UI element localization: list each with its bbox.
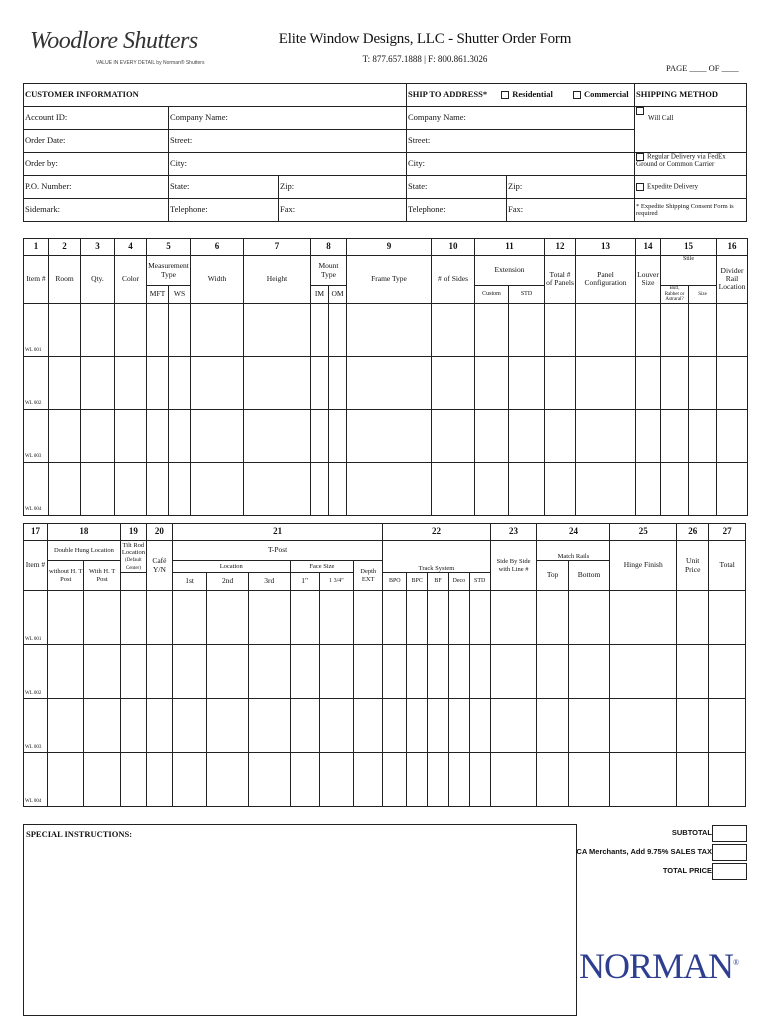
- subtotal-label: SUBTOTAL: [671, 828, 712, 837]
- order-by-field[interactable]: Order by:: [24, 153, 169, 176]
- row-label: WL 004: [24, 753, 48, 807]
- sales-tax-field[interactable]: [712, 844, 747, 861]
- col-num: 26: [677, 524, 709, 541]
- expedite-option[interactable]: Expedite Delivery: [635, 176, 747, 199]
- num-sides-header: # of Sides: [432, 256, 475, 304]
- commercial-checkbox[interactable]: [573, 91, 581, 99]
- row-label: WL 003: [24, 409, 49, 462]
- total-panels-header: Total # of Panels: [545, 256, 576, 304]
- tilt-rod-blank: [120, 573, 146, 591]
- col-num: 27: [709, 524, 746, 541]
- col-num: 16: [717, 239, 748, 256]
- louver-size-header: Louver Size: [636, 256, 661, 304]
- item-header-2: Item #: [24, 541, 48, 591]
- order-date-field[interactable]: Order Date:: [24, 130, 169, 153]
- ship-street-field[interactable]: Street:: [407, 130, 635, 153]
- room-header: Room: [49, 256, 81, 304]
- table-row[interactable]: [24, 303, 748, 356]
- table-row[interactable]: [24, 409, 748, 462]
- fax-field[interactable]: Fax:: [279, 199, 407, 222]
- hinge-finish-header: Hinge Finish: [610, 541, 677, 591]
- customer-info-title: CUSTOMER INFORMATION: [24, 84, 407, 107]
- col-num: 7: [244, 239, 311, 256]
- table-row[interactable]: [24, 645, 746, 699]
- will-call-option[interactable]: Will Call: [635, 107, 747, 153]
- stile-size-header: Size: [689, 286, 717, 304]
- color-header: Color: [115, 256, 147, 304]
- col-num: 1: [24, 239, 49, 256]
- location-header: Location: [172, 561, 290, 573]
- ship-zip-field[interactable]: Zip:: [507, 176, 635, 199]
- col-num: 13: [576, 239, 636, 256]
- measurement-type-header: Measurement Type: [147, 256, 191, 286]
- col-num: 20: [146, 524, 172, 541]
- regular-delivery-option[interactable]: Regular Delivery via FedEx Ground or Common Carrier: [635, 153, 747, 176]
- row-label: WL 002: [24, 645, 48, 699]
- col-num: 6: [191, 239, 244, 256]
- telephone-field[interactable]: Telephone:: [169, 199, 279, 222]
- col-num: 11: [475, 239, 545, 256]
- row-label: WL 001: [24, 591, 48, 645]
- third-header: 3rd: [248, 573, 290, 591]
- page-number: PAGE ____ OF ____: [666, 63, 739, 73]
- row-label: WL 003: [24, 699, 48, 753]
- qty-header: Qty.: [81, 256, 115, 304]
- table-row[interactable]: [24, 356, 748, 409]
- po-number-field[interactable]: P.O. Number:: [24, 176, 169, 199]
- total-price-field[interactable]: [712, 863, 747, 880]
- one-inch-header: 1": [290, 573, 319, 591]
- track-system-header: Track System: [383, 541, 490, 573]
- deco-header: Deco: [448, 573, 469, 591]
- cafe-header: Café Y/N: [146, 541, 172, 591]
- row-label: WL 001: [24, 303, 49, 356]
- col-num: 3: [81, 239, 115, 256]
- contact-info: T: 877.657.1888 | F: 800.861.3026: [362, 54, 488, 64]
- ship-fax-field[interactable]: Fax:: [507, 199, 635, 222]
- depth-ext-header: Depth EXT: [354, 561, 383, 591]
- residential-checkbox[interactable]: [501, 91, 509, 99]
- registered-mark: ®: [733, 958, 739, 967]
- width-header: Width: [191, 256, 244, 304]
- custom-header: Custom: [475, 286, 509, 304]
- match-rails-header: Match Rails: [537, 541, 610, 561]
- special-instructions-box[interactable]: [23, 824, 577, 1016]
- total-header: Total: [709, 541, 746, 591]
- norman-logo: [579, 945, 738, 987]
- im-header: IM: [311, 286, 329, 304]
- expedite-note: * Expedite Shipping Consent Form is required: [635, 199, 747, 222]
- street-field[interactable]: Street:: [169, 130, 407, 153]
- column-numbers-row-1: [24, 239, 748, 256]
- one-three-four-header: 1 3/4": [319, 573, 353, 591]
- col-num: 4: [115, 239, 147, 256]
- extension-header: Extension: [475, 256, 545, 286]
- col-num: 10: [432, 239, 475, 256]
- second-header: 2nd: [207, 573, 249, 591]
- table-row[interactable]: [24, 699, 746, 753]
- mount-type-header: Mount Type: [311, 256, 347, 286]
- match-top-header: Top: [537, 561, 568, 591]
- stile-header: Stile: [661, 256, 717, 286]
- ship-state-field[interactable]: State:: [407, 176, 507, 199]
- col-num: 2: [49, 239, 81, 256]
- account-id-field[interactable]: Account ID:: [24, 107, 169, 130]
- with-h-header: With H. T Post: [84, 561, 120, 591]
- bf-header: BF: [428, 573, 449, 591]
- std-header: STD: [509, 286, 545, 304]
- col-num: 8: [311, 239, 347, 256]
- col-num: 18: [47, 524, 120, 541]
- first-header: 1st: [172, 573, 206, 591]
- tilt-rod-header: Tilt Rod Location (Default Center): [121, 541, 145, 571]
- without-h-header: without H. T Post: [47, 561, 83, 591]
- special-instructions-label: SPECIAL INSTRUCTIONS:: [26, 829, 133, 839]
- t-post-header: T-Post: [172, 541, 382, 561]
- side-by-side-header: Side By Side with Line #: [490, 541, 537, 591]
- col-num: 23: [490, 524, 537, 541]
- table-row[interactable]: [24, 591, 746, 645]
- height-header: Height: [244, 256, 311, 304]
- form-title: Elite Window Designs, LLC - Shutter Order Form: [278, 31, 572, 47]
- norman-logo-text: NORMAN: [579, 946, 734, 986]
- expedite-checkbox[interactable]: [636, 183, 644, 191]
- bpo-header: BPO: [383, 573, 407, 591]
- double-hung-header: Double Hung Location: [47, 541, 120, 561]
- customer-info-table: [23, 83, 747, 222]
- total-price-label: TOTAL PRICE: [662, 866, 712, 875]
- woodlore-logo: Woodlore Shutters: [30, 28, 198, 54]
- ship-company-name-field[interactable]: Company Name:: [407, 107, 635, 130]
- table-row[interactable]: [24, 462, 748, 515]
- ship-telephone-field[interactable]: Telephone:: [407, 199, 507, 222]
- column-numbers-row-2: [24, 524, 746, 541]
- col-num: 15: [661, 239, 717, 256]
- col-num: 5: [147, 239, 191, 256]
- unit-price-header: Unit Price: [677, 541, 709, 591]
- col-num: 25: [610, 524, 677, 541]
- row-label: WL 004: [24, 462, 49, 515]
- item-header: Item #: [24, 256, 49, 304]
- ws-header: WS: [169, 286, 191, 304]
- order-table-1: [23, 238, 748, 516]
- col-num: 21: [172, 524, 382, 541]
- brand-tagline: VALUE IN EVERY DETAIL by Norman® Shutters: [96, 60, 205, 66]
- divider-header: Divider Rail Location: [717, 256, 748, 304]
- frame-type-header: Frame Type: [347, 256, 432, 304]
- city-field[interactable]: City:: [169, 153, 407, 176]
- mft-header: MFT: [147, 286, 169, 304]
- panel-config-header: Panel Configuration: [576, 256, 636, 304]
- sales-tax-label: CA Merchants, Add 9.75% SALES TAX: [576, 847, 712, 856]
- shipping-method-title: SHIPPING METHOD: [635, 84, 747, 107]
- col-num: 22: [383, 524, 490, 541]
- om-header: OM: [329, 286, 347, 304]
- ship-to-header: SHIP TO ADDRESS* Residential Commercial: [407, 84, 635, 107]
- col-num: 24: [537, 524, 610, 541]
- track-std-header: STD: [469, 573, 490, 591]
- col-num: 12: [545, 239, 576, 256]
- order-table-2: [23, 523, 746, 807]
- match-bottom-header: Bottom: [568, 561, 610, 591]
- ship-city-field[interactable]: City:: [407, 153, 635, 176]
- face-size-header: Face Size: [290, 561, 354, 573]
- zip-field[interactable]: Zip:: [279, 176, 407, 199]
- row-label: WL 002: [24, 356, 49, 409]
- col-num: 17: [24, 524, 48, 541]
- company-name-field[interactable]: Company Name:: [169, 107, 407, 130]
- table-row[interactable]: [24, 753, 746, 807]
- sidemark-field[interactable]: Sidemark:: [24, 199, 169, 222]
- subtotal-field[interactable]: [712, 825, 747, 842]
- col-num: 9: [347, 239, 432, 256]
- state-field[interactable]: State:: [169, 176, 279, 199]
- col-num: 19: [120, 524, 146, 541]
- bpc-header: BPC: [407, 573, 428, 591]
- stile-type-header: Butt, Rabbet or Astraral?: [661, 286, 689, 304]
- col-num: 14: [636, 239, 661, 256]
